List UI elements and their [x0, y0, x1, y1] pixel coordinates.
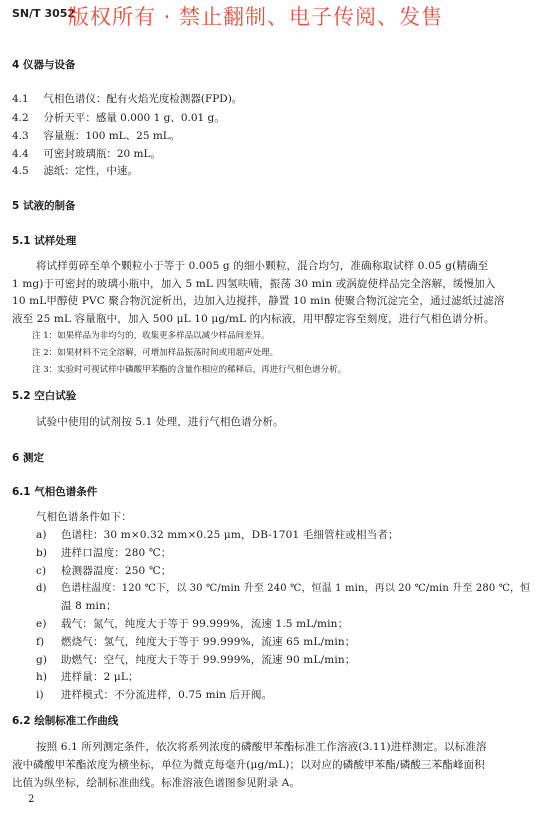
item-text: 分析天平：感量 0.000 1 g、0.01 g。 — [43, 112, 225, 124]
condition-text: 助燃气：空气，纯度大于等于 99.999%，流速 90 mL/min； — [61, 654, 356, 666]
page-number: 2 — [28, 794, 35, 805]
item-number: 4.5 — [12, 165, 29, 177]
list-marker: i) — [36, 689, 44, 701]
paragraph-line: 10 mL甲醇使 PVC 聚合物沉淀析出，边加入边搅拌，静置 10 min 使聚合物沉淀完全，通过滤纸过滤溶 — [12, 295, 505, 307]
list-marker: h) — [36, 671, 48, 683]
note-3: 注 3：实验时可视试样中磷酸甲苯酯的含量作相应的稀释后，再进行气相色谱分析。 — [32, 365, 347, 375]
conditions-intro: 气相色谱条件如下： — [36, 511, 132, 523]
item-text: 气相色谱仪：配有火焰光度检测器(FPD)。 — [43, 93, 243, 105]
condition-item — [36, 634, 355, 649]
condition-text: 载气：氮气，纯度大于等于 99.999%，流速 1.5 mL/min； — [61, 618, 349, 630]
section-6-heading: 6 测定 — [12, 452, 44, 464]
item-4-1 — [12, 91, 242, 106]
item-4-5 — [12, 163, 138, 178]
paragraph-line: 液至 25 mL 容量瓶中，加入 500 μL 10 μg/mL 的内标液，用甲醇定容至刻度，进行气相色谱分析。 — [12, 313, 495, 325]
standard-code: SN/T 3052 — [12, 7, 76, 20]
condition-text: 进样量：2 μL； — [61, 671, 139, 683]
paragraph-line: 1 mg)于可密封的玻璃小瓶中，加入 5 mL 四氢呋喃，振荡 30 min 或涡旋使样品完全溶解，缓慢加入 — [12, 278, 496, 290]
watermark-text: 版权所有 · 禁止翻制、电子传阅、发售 — [68, 5, 444, 29]
section-4-heading: 4 仪器与设备 — [12, 59, 76, 71]
paragraph-line: 比值为纵坐标，绘制标准曲线。标准溶液色谱图参见附录 A。 — [12, 777, 301, 789]
section-6-2-heading: 6.2 绘制标准工作曲线 — [12, 715, 119, 727]
item-4-2 — [12, 110, 225, 125]
condition-text-continued: 温 8 min； — [61, 600, 117, 612]
list-marker: f) — [36, 636, 45, 648]
condition-text: 进样模式：不分流进样，0.75 min 后开阀。 — [61, 689, 273, 701]
condition-text: 检测器温度：250 ℃； — [61, 565, 172, 577]
item-number: 4.1 — [12, 93, 29, 105]
condition-item — [36, 580, 530, 594]
condition-item — [36, 527, 399, 542]
item-4-4 — [12, 146, 161, 161]
condition-item — [36, 652, 355, 667]
item-text: 容量瓶：100 mL、25 mL。 — [43, 130, 181, 142]
paragraph-line: 将试样剪碎至单个颗粒小于等于 0.005 g 的细小颗粒，混合均匀，准确称取试样 0.05 g(精确至 — [36, 260, 489, 272]
paragraph-line: 试验中使用的试剂按 5.1 处理，进行气相色谱分析。 — [36, 416, 284, 428]
section-5-1-heading: 5.1 试样处理 — [12, 235, 77, 247]
note-2: 注 2：如果材料不完全溶解，可增加样品振荡时间或用超声处理。 — [32, 348, 279, 358]
condition-item — [36, 616, 348, 631]
condition-item — [36, 669, 139, 684]
condition-item — [36, 545, 171, 560]
section-5-2-heading: 5.2 空白试验 — [12, 390, 77, 402]
item-text: 可密封玻璃瓶：20 mL。 — [43, 148, 161, 160]
list-marker: a) — [36, 529, 47, 541]
list-marker: g) — [36, 654, 48, 666]
item-number: 4.2 — [12, 112, 29, 124]
list-marker: c) — [36, 565, 47, 577]
condition-item — [36, 687, 272, 702]
section-6-1-heading: 6.1 气相色谱条件 — [12, 486, 98, 498]
condition-text: 燃烧气：氢气，纯度大于等于 99.999%，流速 65 mL/min； — [61, 636, 356, 648]
list-marker: d) — [36, 583, 47, 594]
list-marker: b) — [36, 547, 48, 559]
paragraph-line: 按照 6.1 所列测定条件，依次将系列浓度的磷酸甲苯酯标准工作溶液(3.11)进样测定。以标准溶 — [36, 741, 487, 753]
item-number: 4.3 — [12, 130, 29, 142]
condition-text: 色谱柱温度：120 ℃下，以 30 ℃/min 升至 240 ℃，恒温 1 min，再以 20 ℃/min 升至 280 ℃，恒 — [61, 583, 531, 594]
condition-text: 进样口温度：280 ℃； — [61, 547, 172, 559]
list-marker: e) — [36, 618, 47, 630]
item-number: 4.4 — [12, 148, 29, 160]
note-1: 注 1：如果样品为非均匀的，收集更多样品以减少样品间差异。 — [32, 331, 270, 341]
condition-item — [36, 563, 171, 578]
item-4-3 — [12, 128, 180, 143]
item-text: 滤纸：定性，中速。 — [43, 165, 138, 177]
paragraph-line: 液中磷酸甲苯酯浓度为横坐标，单位为微克每毫升(μg/mL)；以对应的磷酸甲苯酯/磷酸三苯酯峰面积 — [12, 759, 485, 771]
section-5-heading: 5 试液的制备 — [12, 200, 76, 212]
condition-text: 色谱柱：30 m×0.32 mm×0.25 μm，DB-1701 毛细管柱或相当者； — [61, 529, 399, 541]
